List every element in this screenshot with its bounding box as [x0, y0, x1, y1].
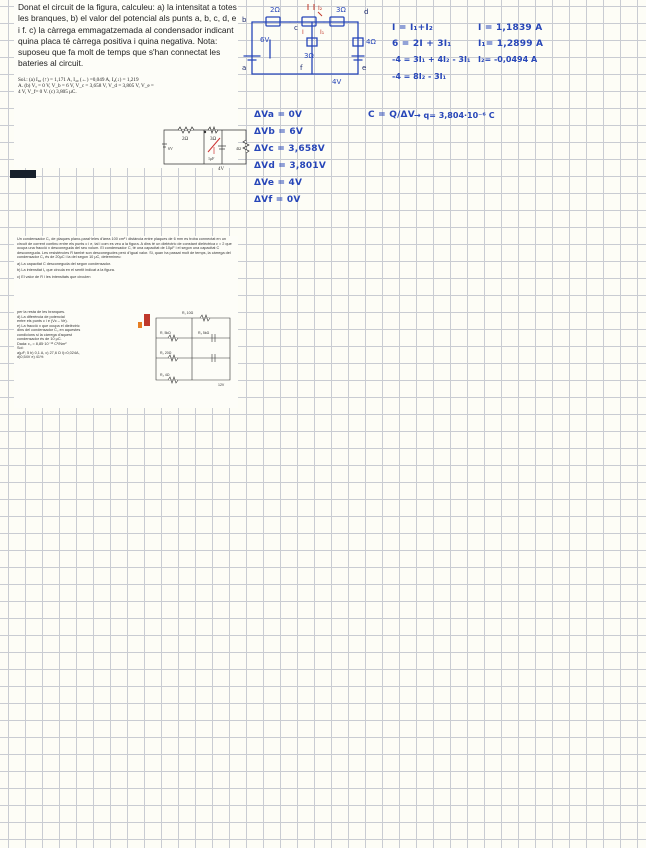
question-line: a)μF; 5 b) 0,1 A, c) 27,6 Ω I)=0,024A, — [17, 350, 80, 355]
diagram-node-c: c — [294, 24, 298, 32]
problem-2-item-b: b) La intensitat I₁ que circula en el sentit indicat a la figura. — [17, 268, 115, 272]
diagram-node-a: a — [242, 64, 247, 72]
diagram-node-e: e — [362, 64, 367, 72]
question-line: per la resta de les branques. — [17, 310, 66, 314]
potential-f: ΔVf = 0V — [254, 195, 301, 205]
result-current-i: I = 1,1839 A — [478, 23, 543, 33]
charge-result: → q= 3,804·10⁻⁶ C — [414, 111, 495, 120]
potential-d: ΔVd = 3,801V — [254, 161, 327, 171]
diagram-current-i: I — [302, 29, 304, 36]
equation-loop-2: -4 = 3I₁ + 4I₂ - 3I₁ — [392, 55, 471, 64]
problem-1-solution — [18, 77, 238, 96]
handwritten-circuit-diagram — [240, 0, 380, 90]
equation-loop-1: 6 = 2I + 3I₁ — [392, 39, 452, 49]
question-line: condensador és de 10 μC. — [17, 337, 62, 341]
result-current-i1: I₁= 1,2899 A — [478, 39, 544, 49]
capacitance-formula: C = Q/ΔV — [368, 110, 415, 120]
question-line: condicions si la càrrega d'aquest — [17, 332, 72, 337]
circuit-label-r2: 3Ω — [210, 137, 217, 142]
circuit-label-v1: 6V — [168, 146, 173, 151]
potential-b: ΔVb = 6V — [254, 127, 304, 137]
circuit-label-c: 1μF — [208, 156, 215, 161]
problem-2-card — [14, 236, 238, 408]
diagram-resistor-top1: 2Ω — [270, 6, 280, 14]
dark-selection-bar — [10, 170, 36, 178]
solution-line: A. (b) Vₐ = 0 V, V_b = 6 V, V_c = 3,658 V, V_d = 3,805 V, V_e = — [18, 82, 154, 89]
question-line: e) La fracció x que ocupa el dielèctric — [17, 323, 80, 328]
equation-loop-2-simplified: -4 = 8I₂ - 3I₁ — [392, 72, 447, 81]
fig2-label: R₁ 10Ω — [182, 311, 194, 315]
fig2-label: R₃ 5kΩ — [198, 331, 210, 335]
fig2-label: 12V — [218, 383, 225, 387]
fig2-label: R, 5kΩ — [160, 331, 171, 335]
problem-1-card — [14, 0, 241, 170]
problem-2-item-c: c) El valor de R i les intensitats que circulen — [17, 274, 91, 279]
diagram-resistor-right: 4Ω — [366, 38, 376, 46]
potential-e: ΔVe = 4V — [254, 178, 303, 188]
diagram-battery-4v: 4V — [332, 78, 342, 86]
problem-2-questions — [17, 310, 127, 360]
diagram-current-i2: I₂ — [318, 5, 323, 12]
diagram-resistor-mid: 3Ω — [304, 52, 314, 60]
problem-1-statement: Donat el circuit de la figura, calculeu: a) la intensitat a totes les branques, b) el valor del potencial als punts a, b, c, d, e i f. c) la càrrega emmagatzemada al condensador indicant quina placa té càrrega positiva i quina negativa. Nota: suposeu que fa molt de temps que s'han connectat les bateries al circuit. — [18, 2, 237, 69]
equation-kirchhoff-node: I = I₁+I₂ — [392, 23, 434, 33]
question-line: d)0,54V e) 41% — [17, 355, 44, 359]
potential-c: ΔVc = 3,658V — [254, 144, 325, 154]
question-line: dins del condensador C₀ en aquestes — [17, 328, 81, 332]
problem-2-circuit-figure — [126, 308, 236, 388]
potential-a: ΔVa = 0V — [254, 110, 303, 120]
problem-2-item-a: a) La capacitat C desconeguda del segon condensador. — [17, 261, 111, 266]
circuit-label-r1: 2Ω — [182, 137, 189, 142]
diagram-current-i1: I₁ — [320, 29, 325, 36]
circuit-label-v2: 4V — [218, 167, 225, 170]
solution-line: Sol.: (a) I₆₀ (↑) = 1,171 A, I₄₀ (←) =0,049 A, I₄(↓) = 1,219 — [18, 76, 139, 83]
circuit-label-r3: 4Ω — [236, 146, 241, 151]
problem-1-circuit-figure — [162, 124, 250, 170]
problem-2-statement: Un condensador C₀ de plaques plano-paral·leles d'àrea 100 cm² i distància entre plaques de 6 mm es troba connectat en un circuit de corrent continu entre els punts c i e, tal i com es veu a la figura. A dins té un dielèctric de constant dielèctrica ε = 2 que ocupa una fracció x desconeguda del seu volum. El condensador C, té una capacitat de 10μF i el segon una capacitat C desconeguda. Les resistències R també son desconegudes però d'igual valor. Si, quan ha passat molt de temps, la càrrega del condensador C₁ és de 20μC i la del segon 10 μC, determineu: — [17, 237, 232, 259]
question-line: d) La diferència de potencial — [17, 314, 65, 319]
question-line: Sol: — [17, 346, 24, 350]
fig2-label: R₂ 20Ω — [160, 351, 172, 355]
diagram-resistor-top2: 3Ω — [336, 6, 346, 14]
question-line: Dada: ε₀ = 8,85·10⁻¹² C²/Nm² — [17, 341, 67, 346]
result-current-i2: I₂= -0,0494 A — [478, 55, 538, 64]
diagram-node-f: f — [300, 64, 303, 72]
fig2-label: R₄ 4Ω — [160, 373, 170, 377]
diagram-battery-6v: 6V — [260, 36, 270, 44]
solution-line: 4 V, V_f= 0 V. (c) 3,805 μC. — [18, 89, 77, 96]
question-line: entre els punts c i e (Vc – Ve). — [17, 319, 68, 323]
diagram-node-b: b — [242, 16, 247, 24]
diagram-node-d: d — [364, 8, 369, 16]
